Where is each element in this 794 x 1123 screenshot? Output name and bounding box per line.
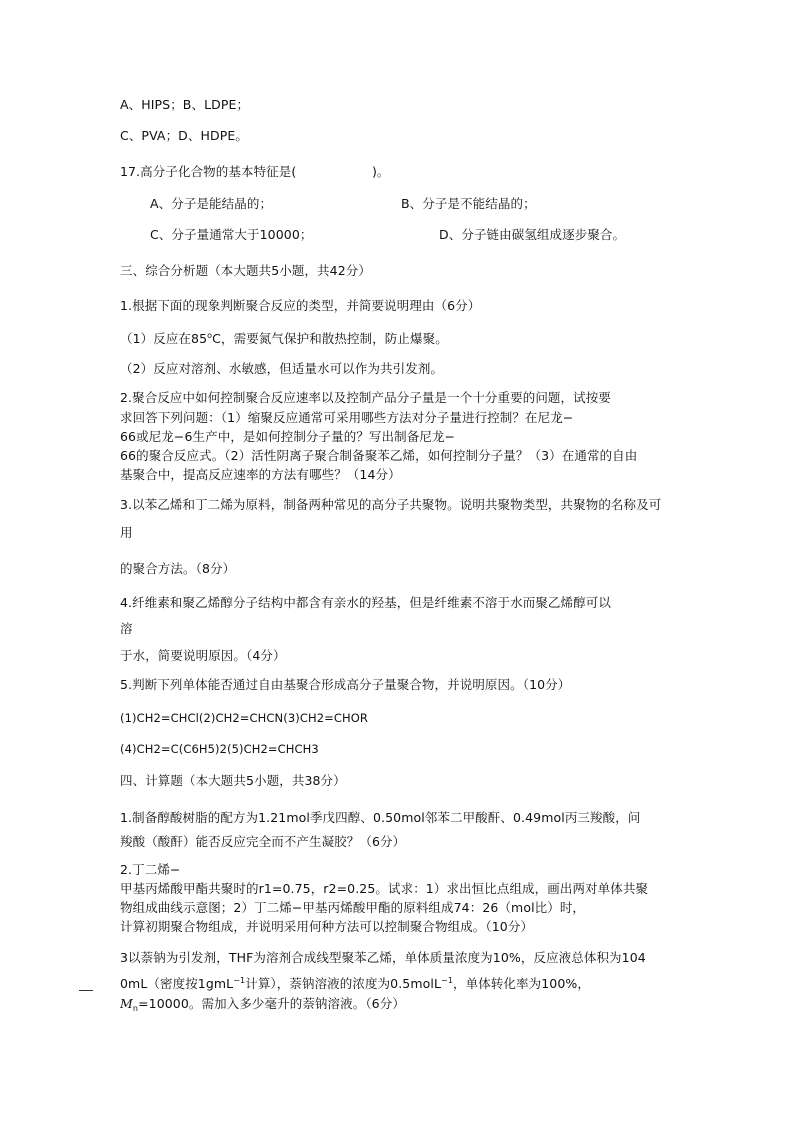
exponent-1: −1 bbox=[233, 976, 246, 985]
analysis-q1-item2: （2）反应对溶剂、水敏感，但适量水可以作为共引发剂。 bbox=[120, 361, 444, 376]
analysis-q2-line3: 66或尼龙−6生产中，是如何控制分子量的？写出制备尼龙− bbox=[120, 429, 456, 444]
q17-option-b: B、分子是不能结晶的； bbox=[401, 196, 536, 211]
calc-q3-line3 bbox=[120, 996, 405, 1014]
analysis-q1-item1-end: C，需要氮气保护和散热控制，防止爆聚。 bbox=[212, 331, 448, 346]
analysis-q2-line2: 求回答下列问题：（1）缩聚反应通常可采用哪些方法对分子量进行控制？在尼龙− bbox=[120, 410, 574, 425]
monomer-list-1: (1)CH2=CHCl(2)CH2=CHCN(3)CH2=CHOR bbox=[120, 711, 368, 725]
analysis-q2-line1: 2.聚合反应中如何控制聚合反应速率以及控制产品分子量是一个十分重要的问题，试按要 bbox=[120, 390, 611, 405]
section-three-heading: 三、综合分析题（本大题共5小题，共42分） bbox=[120, 263, 371, 278]
mn-subscript: n bbox=[132, 1004, 139, 1013]
calc-q3-line2-mid: 计算），萘钠溶液的浓度为0.5molL bbox=[245, 976, 442, 991]
analysis-q1-item1-start: （1）反应在85 bbox=[120, 331, 208, 346]
calc-q2-line4: 计算初期聚合物组成，并说明采用何种方法可以控制聚合物组成。（10分） bbox=[120, 919, 534, 934]
calc-q2-line3: 物组成曲线示意图；2）丁二烯−甲基丙烯酸甲酯的原料组成74：26（mol比）时， bbox=[120, 900, 586, 915]
analysis-q3-line1: 3.以苯乙烯和丁二烯为原料，制备两种常见的高分子共聚物。说明共聚物类型，共聚物的名称及可 bbox=[120, 497, 662, 512]
exponent-2: −1 bbox=[441, 976, 454, 985]
analysis-q3-line2: 用 bbox=[120, 525, 133, 540]
question-17: 17.高分子化合物的基本特征是( )。 bbox=[120, 164, 390, 179]
calc-q1-line1: 1.制备醇酸树脂的配方为1.21mol季戊四醇、0.50mol邻苯二甲酸酐、0.49mol丙三羧酸，问 bbox=[120, 810, 641, 825]
calc-q3-line1: 3以萘钠为引发剂，THF为溶剂合成线型聚苯乙烯，单体质量浓度为10%，反应液总体积为104 bbox=[120, 950, 646, 965]
calc-q3-line2-end: ，单体转化率为100%， bbox=[453, 976, 590, 991]
analysis-q2-line4: 66的聚合反应式。（2）活性阴离子聚合制备聚苯乙烯，如何控制分子量？（3）在通常的自由 bbox=[120, 448, 638, 463]
degree-sign: o bbox=[207, 331, 213, 340]
analysis-q1-item1 bbox=[120, 331, 448, 349]
calc-q3-line2 bbox=[120, 976, 590, 994]
monomer-list-2: (4)CH2=C(C6H5)2(5)CH2=CHCH3 bbox=[120, 742, 319, 756]
analysis-q3-line3: 的聚合方法。（8分） bbox=[120, 561, 236, 576]
analysis-q4-line2: 溶 bbox=[120, 621, 133, 636]
analysis-q1: 1.根据下面的现象判断聚合反应的类型，并简要说明理由（6分） bbox=[120, 298, 481, 313]
section-four-heading: 四、计算题（本大题共5小题，共38分） bbox=[120, 773, 346, 788]
analysis-q4-line3: 于水，简要说明原因。（4分） bbox=[120, 648, 286, 663]
q17-option-c: C、分子量通常大于10000； bbox=[150, 227, 313, 242]
margin-dash-mark bbox=[79, 990, 93, 991]
mn-symbol: M bbox=[120, 996, 133, 1011]
calc-q2-line1: 2.丁二烯− bbox=[120, 862, 181, 877]
analysis-q2-line5: 基聚合中，提高反应速率的方法有哪些？（14分） bbox=[120, 467, 401, 482]
q17-option-a: A、分子是能结晶的； bbox=[150, 196, 273, 211]
calc-q1-line2: 羧酸（酸酐）能否反应完全而不产生凝胶？（6分） bbox=[120, 834, 406, 849]
calc-q3-line2-start: 0mL（密度按1gmL bbox=[120, 976, 234, 991]
option-line-ab: A、HIPS；B、LDPE； bbox=[120, 97, 250, 112]
analysis-q5: 5.判断下列单体能否通过自由基聚合形成高分子量聚合物，并说明原因。（10分） bbox=[120, 677, 571, 692]
calc-q3-line3-end: =10000。需加入多少毫升的萘钠溶液。（6分） bbox=[138, 996, 405, 1011]
q17-option-d: D、分子链由碳氢组成逐步聚合。 bbox=[439, 227, 626, 242]
analysis-q4-line1: 4.纤维素和聚乙烯醇分子结构中都含有亲水的羟基，但是纤维素不溶于水而聚乙烯醇可以 bbox=[120, 595, 611, 610]
option-line-cd: C、PVA；D、HDPE。 bbox=[120, 128, 248, 143]
calc-q2-line2: 甲基丙烯酸甲酯共聚时的r1=0.75，r2=0.25。试求：1）求出恒比点组成，画出两对单体共聚 bbox=[120, 881, 649, 896]
